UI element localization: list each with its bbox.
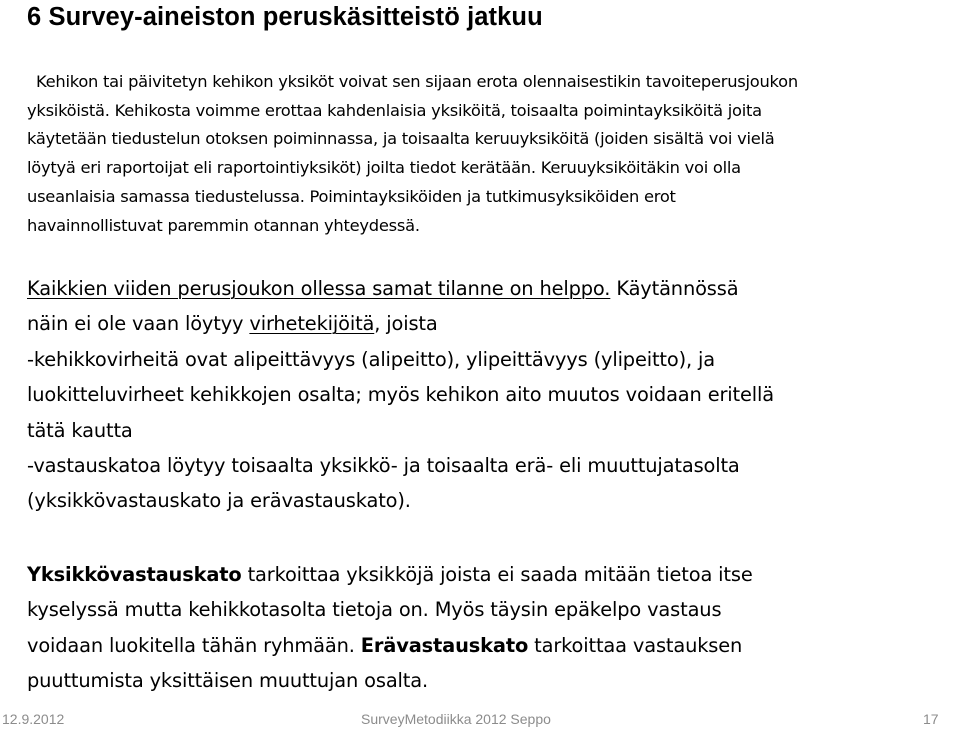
bold-term-unit-nonresponse: Yksikkövastauskato	[27, 563, 242, 586]
para2-line-2	[27, 306, 952, 341]
para3-line-1-rest: tarkoittaa yksikköjä joista ei saada mitään tietoa itse	[241, 563, 753, 586]
para1-line-6: havainnollistuvat paremmin otannan yhteydessä.	[27, 215, 420, 235]
footer-page-number: 17	[923, 711, 939, 727]
para2-line-2-after: , joista	[374, 312, 438, 336]
para3-line-3-rest: tarkoittaa vastauksen	[528, 633, 743, 657]
para2-line-4: luokitteluvirheet kehikkojen osalta; myös kehikon aito muutos voidaan eritellä	[27, 383, 774, 407]
para2-line-7: (yksikkövastauskato ja erävastauskato).	[27, 489, 411, 513]
para2-line-2-before: näin ei ole vaan löytyy	[27, 312, 250, 336]
para3-line-4: puuttumista yksittäisen muuttujan osalta.	[27, 669, 428, 693]
bold-term-item-nonresponse: Erävastauskato	[360, 633, 529, 657]
page-title: 6 Survey-aineiston peruskäsitteistö jatkuu	[27, 3, 543, 31]
para2-line-1	[27, 271, 952, 306]
para3-line-3-before: voidaan luokitella tähän ryhmään.	[27, 633, 361, 657]
para2-line-3: -kehikkovirheitä ovat alipeittävyys (alipeitto), ylipeittävyys (ylipeitto), ja	[27, 347, 716, 371]
underlined-term: virhetekijöitä	[249, 312, 375, 336]
para1-line-2: yksiköistä. Kehikosta voimme erottaa kahdenlaisia yksiköitä, toisaalta poimintayksiköitä joita	[27, 100, 762, 120]
underlined-statement: Kaikkien viiden perusjoukon ollessa samat tilanne on helppo.	[27, 277, 611, 300]
para1-line-5: useanlaisia samassa tiedustelussa. Poimintayksiköiden ja tutkimusyksiköiden erot	[27, 186, 676, 206]
frame-errors-paragraph	[27, 271, 952, 519]
nonresponse-definition-paragraph	[27, 557, 952, 699]
intro-paragraph	[27, 68, 952, 240]
para3-line-3	[27, 628, 952, 663]
para1-line-3: käytetään tiedustelun otoksen poiminnassa, ja toisaalta keruuyksiköitä (joiden sisältä voi vielä	[27, 129, 775, 149]
footer-title: SurveyMetodiikka 2012 Seppo	[361, 711, 551, 727]
para1-line-4: löytyä eri raportoijat eli raportointiyksiköt) joilta tiedot kerätään. Keruuyksiköitäkin voi olla	[27, 158, 741, 178]
para3-line-2: kyselyssä mutta kehikkotasolta tietoja on. Myös täysin epäkelpo vastaus	[27, 598, 722, 622]
footer-date: 12.9.2012	[2, 711, 65, 727]
para1-line-1: Kehikon tai päivitetyn kehikon yksiköt voivat sen sijaan erota olennaisestikin tavoiteperusjoukon	[36, 72, 798, 91]
para2-line-1-rest: Käytännössä	[610, 277, 739, 300]
para2-line-6: -vastauskatoa löytyy toisaalta yksikkö- ja toisaalta erä- eli muuttujatasolta	[27, 454, 740, 478]
para3-line-1	[27, 557, 952, 592]
para2-line-5: tätä kautta	[27, 418, 133, 442]
